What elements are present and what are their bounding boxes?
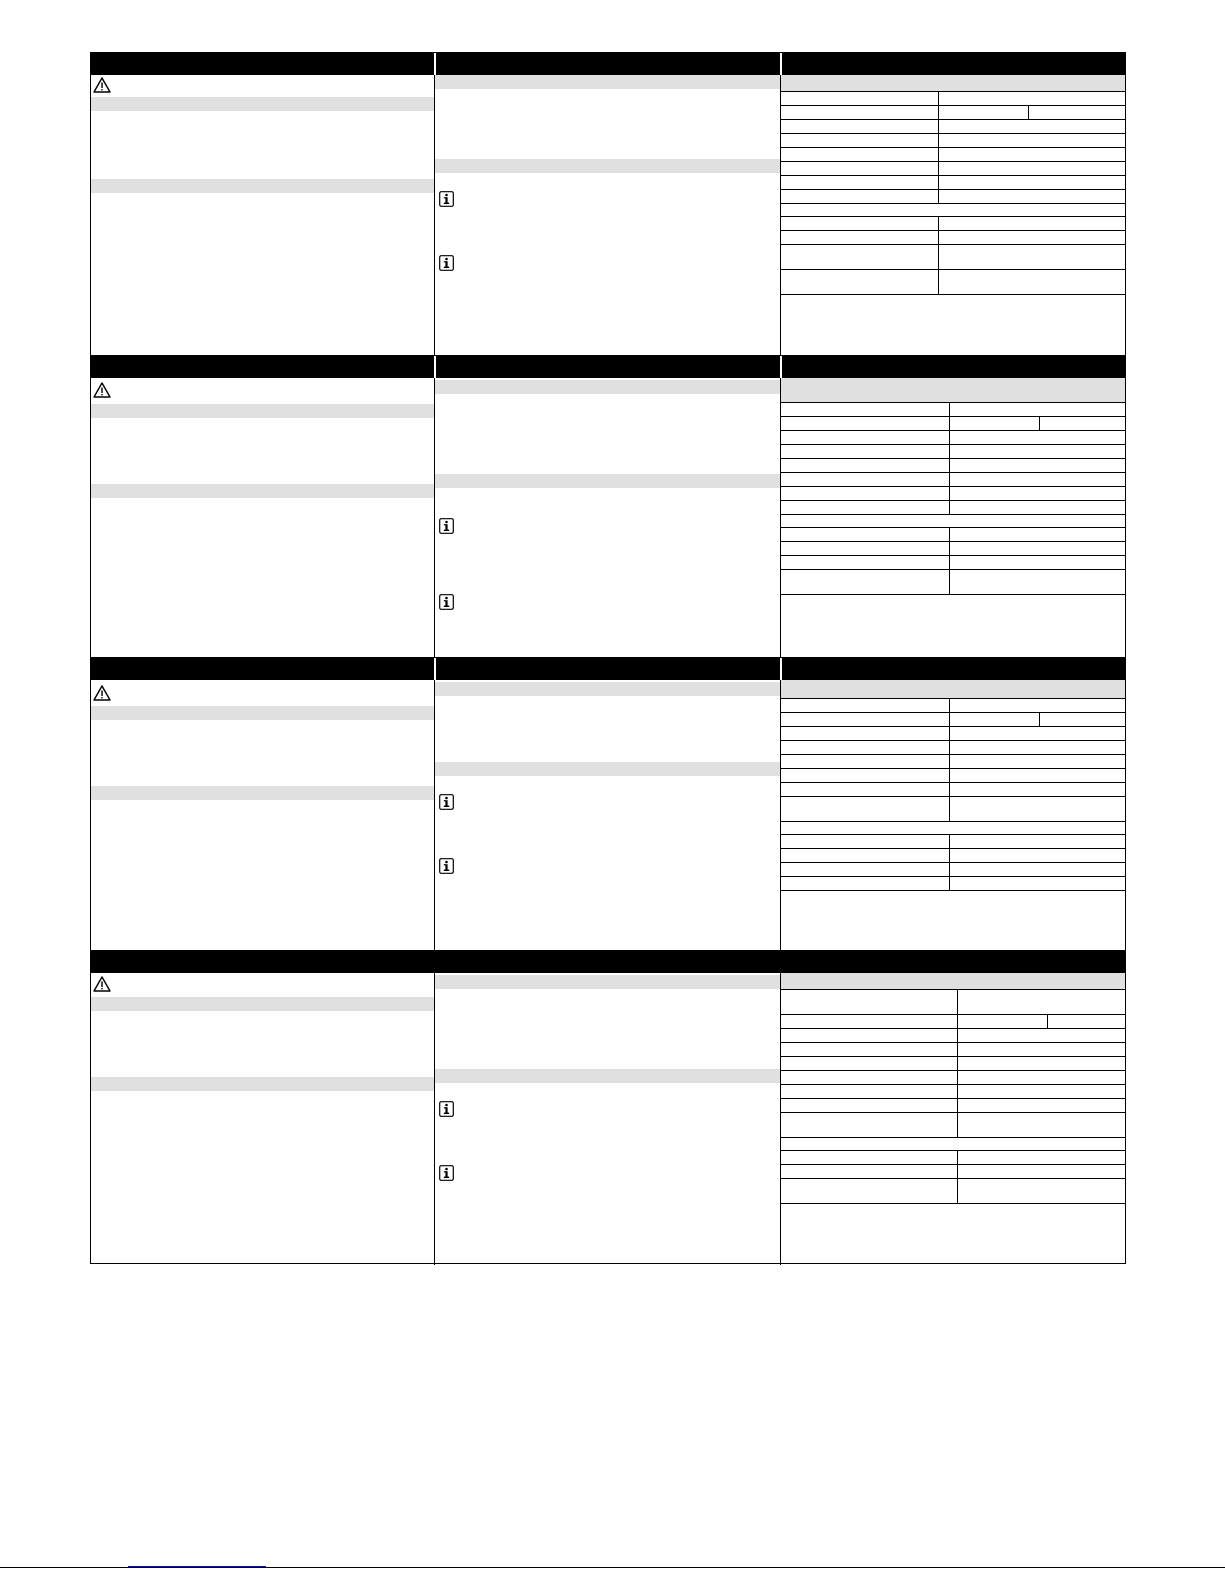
table-row	[781, 528, 1125, 542]
table-row	[781, 1071, 1125, 1085]
section-header	[91, 658, 1125, 680]
table-row	[781, 835, 1125, 849]
table-row	[781, 822, 1125, 835]
cell-divider	[938, 92, 939, 105]
spec-table	[781, 989, 1125, 1204]
table-row	[781, 1015, 1125, 1029]
table-row	[781, 120, 1125, 134]
table-row	[781, 106, 1125, 120]
header-cell-1	[91, 658, 436, 680]
header-cell-3	[782, 951, 1125, 973]
table-row	[781, 556, 1125, 570]
table-row	[781, 217, 1125, 231]
cell-divider	[949, 501, 950, 514]
cell-divider	[949, 849, 950, 862]
document-sheet	[90, 52, 1126, 1264]
table-row	[781, 148, 1125, 162]
header-cell-2	[436, 356, 781, 378]
cell-divider	[1047, 1015, 1048, 1028]
table-row	[781, 176, 1125, 190]
info-icon	[439, 794, 454, 810]
cell-divider	[957, 1179, 958, 1203]
table-row	[781, 877, 1125, 891]
safety-column	[91, 75, 435, 355]
subheading-bar	[91, 706, 434, 720]
table-row	[781, 134, 1125, 148]
specifications-column	[781, 973, 1125, 1265]
safety-column	[91, 973, 435, 1265]
cell-divider	[938, 245, 939, 269]
info-icon	[439, 594, 454, 610]
cell-divider	[949, 863, 950, 876]
subheading-bar	[435, 682, 780, 696]
table-row	[781, 1029, 1125, 1043]
subheading-bar	[435, 474, 780, 488]
info-icon	[439, 255, 454, 271]
table-row	[781, 1113, 1125, 1138]
table-row	[781, 1179, 1125, 1204]
panel-section-2	[91, 356, 1125, 658]
safety-column	[91, 378, 435, 657]
header-cell-3	[782, 53, 1125, 75]
cell-divider	[957, 1057, 958, 1070]
cell-divider	[938, 106, 939, 119]
cell-divider	[938, 120, 939, 133]
cell-divider	[949, 727, 950, 740]
instructions-column	[435, 75, 781, 355]
cell-divider	[949, 741, 950, 754]
table-row	[781, 990, 1125, 1015]
warning-icon	[93, 77, 111, 93]
header-cell-1	[91, 951, 436, 973]
table-row	[781, 1099, 1125, 1113]
subheading-bar	[781, 680, 1125, 698]
header-cell-1	[91, 356, 436, 378]
cell-divider	[957, 1085, 958, 1098]
table-row	[781, 699, 1125, 713]
table-row	[781, 1151, 1125, 1165]
cell-divider	[949, 755, 950, 768]
table-row	[781, 92, 1125, 106]
cell-divider	[949, 487, 950, 500]
instructions-column	[435, 973, 781, 1265]
header-cell-2	[436, 53, 781, 75]
cell-divider	[949, 797, 950, 821]
spec-table	[781, 402, 1125, 595]
cell-divider	[938, 176, 939, 189]
table-row	[781, 459, 1125, 473]
subheading-bar	[435, 975, 780, 989]
subheading-bar	[91, 786, 434, 800]
instructions-column	[435, 680, 781, 950]
section-header	[91, 53, 1125, 75]
table-row	[781, 542, 1125, 556]
cell-divider	[957, 1165, 958, 1178]
cell-divider	[949, 783, 950, 796]
table-row	[781, 403, 1125, 417]
cell-divider	[957, 990, 958, 1014]
table-row	[781, 1138, 1125, 1151]
specifications-column	[781, 680, 1125, 950]
cell-divider	[949, 445, 950, 458]
table-row	[781, 1085, 1125, 1099]
cell-divider	[949, 528, 950, 541]
spec-table	[781, 698, 1125, 891]
cell-divider	[949, 417, 950, 430]
cell-divider	[949, 556, 950, 569]
info-icon	[439, 1101, 454, 1117]
table-row	[781, 190, 1125, 204]
info-icon	[439, 1165, 454, 1181]
cell-divider	[949, 570, 950, 594]
table-row	[781, 431, 1125, 445]
cell-divider	[949, 403, 950, 416]
info-icon	[439, 518, 454, 534]
warning-icon	[93, 976, 111, 992]
cell-divider	[957, 1113, 958, 1137]
cell-divider	[949, 713, 950, 726]
spec-table	[781, 91, 1125, 295]
cell-divider	[949, 431, 950, 444]
cell-divider	[938, 162, 939, 175]
footer-rule	[0, 1567, 1225, 1568]
table-row	[781, 741, 1125, 755]
subheading-bar	[435, 75, 780, 89]
cell-divider	[938, 231, 939, 244]
subheading-bar	[91, 97, 434, 111]
table-row	[781, 515, 1125, 528]
section-header	[91, 356, 1125, 378]
subheading-bar	[91, 179, 434, 193]
header-cell-1	[91, 53, 436, 75]
safety-column	[91, 680, 435, 950]
table-row	[781, 797, 1125, 822]
warning-icon	[93, 382, 111, 398]
subheading-bar	[91, 997, 434, 1011]
cell-divider	[957, 1071, 958, 1084]
subheading-bar	[435, 1069, 780, 1083]
subheading-bar	[435, 380, 780, 394]
header-cell-3	[782, 658, 1125, 680]
table-row	[781, 487, 1125, 501]
cell-divider	[949, 699, 950, 712]
table-row	[781, 1043, 1125, 1057]
instructions-column	[435, 378, 781, 657]
cell-divider	[949, 769, 950, 782]
cell-divider	[957, 1029, 958, 1042]
cell-divider	[949, 877, 950, 890]
warning-icon	[93, 685, 111, 701]
subheading-bar	[91, 1077, 434, 1091]
cell-divider	[938, 217, 939, 230]
info-icon	[439, 858, 454, 874]
cell-divider	[1039, 713, 1040, 726]
table-row	[781, 727, 1125, 741]
table-row	[781, 245, 1125, 270]
table-row	[781, 1165, 1125, 1179]
header-cell-3	[782, 356, 1125, 378]
table-row	[781, 501, 1125, 515]
header-cell-2	[436, 658, 781, 680]
panel-section-1	[91, 53, 1125, 356]
table-row	[781, 570, 1125, 595]
table-row	[781, 417, 1125, 431]
subheading-bar	[435, 762, 780, 776]
info-icon	[439, 191, 454, 207]
section-header	[91, 951, 1125, 973]
cell-divider	[949, 542, 950, 555]
cell-divider	[957, 1099, 958, 1112]
table-row	[781, 769, 1125, 783]
cell-divider	[938, 270, 939, 294]
subheading-bar	[435, 159, 780, 173]
table-row	[781, 270, 1125, 295]
subheading-bar	[781, 75, 1125, 91]
cell-divider	[938, 190, 939, 203]
subheading-bar	[781, 973, 1125, 989]
cell-divider	[949, 459, 950, 472]
subheading-bar	[91, 484, 434, 498]
subheading-bar	[91, 404, 434, 418]
cell-divider	[938, 134, 939, 147]
cell-divider	[949, 473, 950, 486]
cell-divider	[1028, 106, 1029, 119]
panel-section-4	[91, 951, 1125, 1265]
cell-divider	[1039, 417, 1040, 430]
cell-divider	[957, 1151, 958, 1164]
table-row	[781, 445, 1125, 459]
table-row	[781, 755, 1125, 769]
table-row	[781, 1057, 1125, 1071]
panel-section-3	[91, 658, 1125, 951]
specifications-column	[781, 378, 1125, 657]
cell-divider	[957, 1043, 958, 1056]
subheading-bar	[781, 378, 1125, 402]
header-cell-2	[436, 951, 781, 973]
table-row	[781, 863, 1125, 877]
specifications-column	[781, 75, 1125, 355]
table-row	[781, 162, 1125, 176]
cell-divider	[957, 1015, 958, 1028]
table-row	[781, 713, 1125, 727]
table-row	[781, 849, 1125, 863]
table-row	[781, 473, 1125, 487]
cell-divider	[949, 835, 950, 848]
cell-divider	[938, 148, 939, 161]
table-row	[781, 783, 1125, 797]
table-row	[781, 231, 1125, 245]
table-row	[781, 204, 1125, 217]
